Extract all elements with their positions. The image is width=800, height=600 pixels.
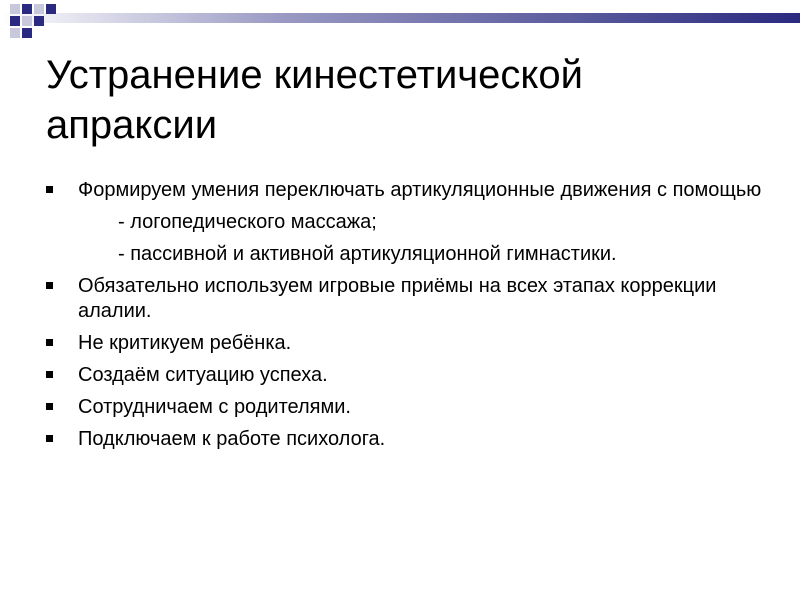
- square-bullet-icon: [46, 371, 53, 378]
- header-decoration: [0, 0, 800, 50]
- title-line-1: Устранение кинестетической: [46, 53, 583, 97]
- list-item: [46, 363, 766, 388]
- square-bullet-icon: [46, 403, 53, 410]
- square-bullet-icon: [46, 435, 53, 442]
- slide-title: [46, 50, 766, 150]
- list-item: [46, 331, 766, 356]
- list-subitem: - пассивной и активной артикуляционной гимнастики.: [118, 243, 617, 265]
- list-item-text: Обязательно используем игровые приёмы на всех этапах коррекции алалии.: [78, 275, 717, 322]
- list-item-text: Формируем умения переключать артикуляционные движения с помощью: [78, 179, 762, 201]
- header-gradient-bar: [0, 13, 800, 23]
- square-bullet-icon: [46, 282, 53, 289]
- title-line-2: апраксии: [46, 103, 218, 147]
- list-item-text: Создаём ситуацию успеха.: [78, 364, 328, 386]
- list-item-text: Сотрудничаем с родителями.: [78, 396, 351, 418]
- list-item: [46, 395, 766, 420]
- list-item: [46, 427, 766, 452]
- bullet-list: [46, 178, 766, 459]
- list-item: [46, 178, 766, 267]
- list-item-text: Не критикуем ребёнка.: [78, 332, 292, 354]
- list-subitem: - логопедического массажа;: [118, 211, 377, 233]
- list-item-text: Подключаем к работе психолога.: [78, 428, 386, 450]
- square-bullet-icon: [46, 339, 53, 346]
- square-bullet-icon: [46, 186, 53, 193]
- list-item: [46, 274, 766, 324]
